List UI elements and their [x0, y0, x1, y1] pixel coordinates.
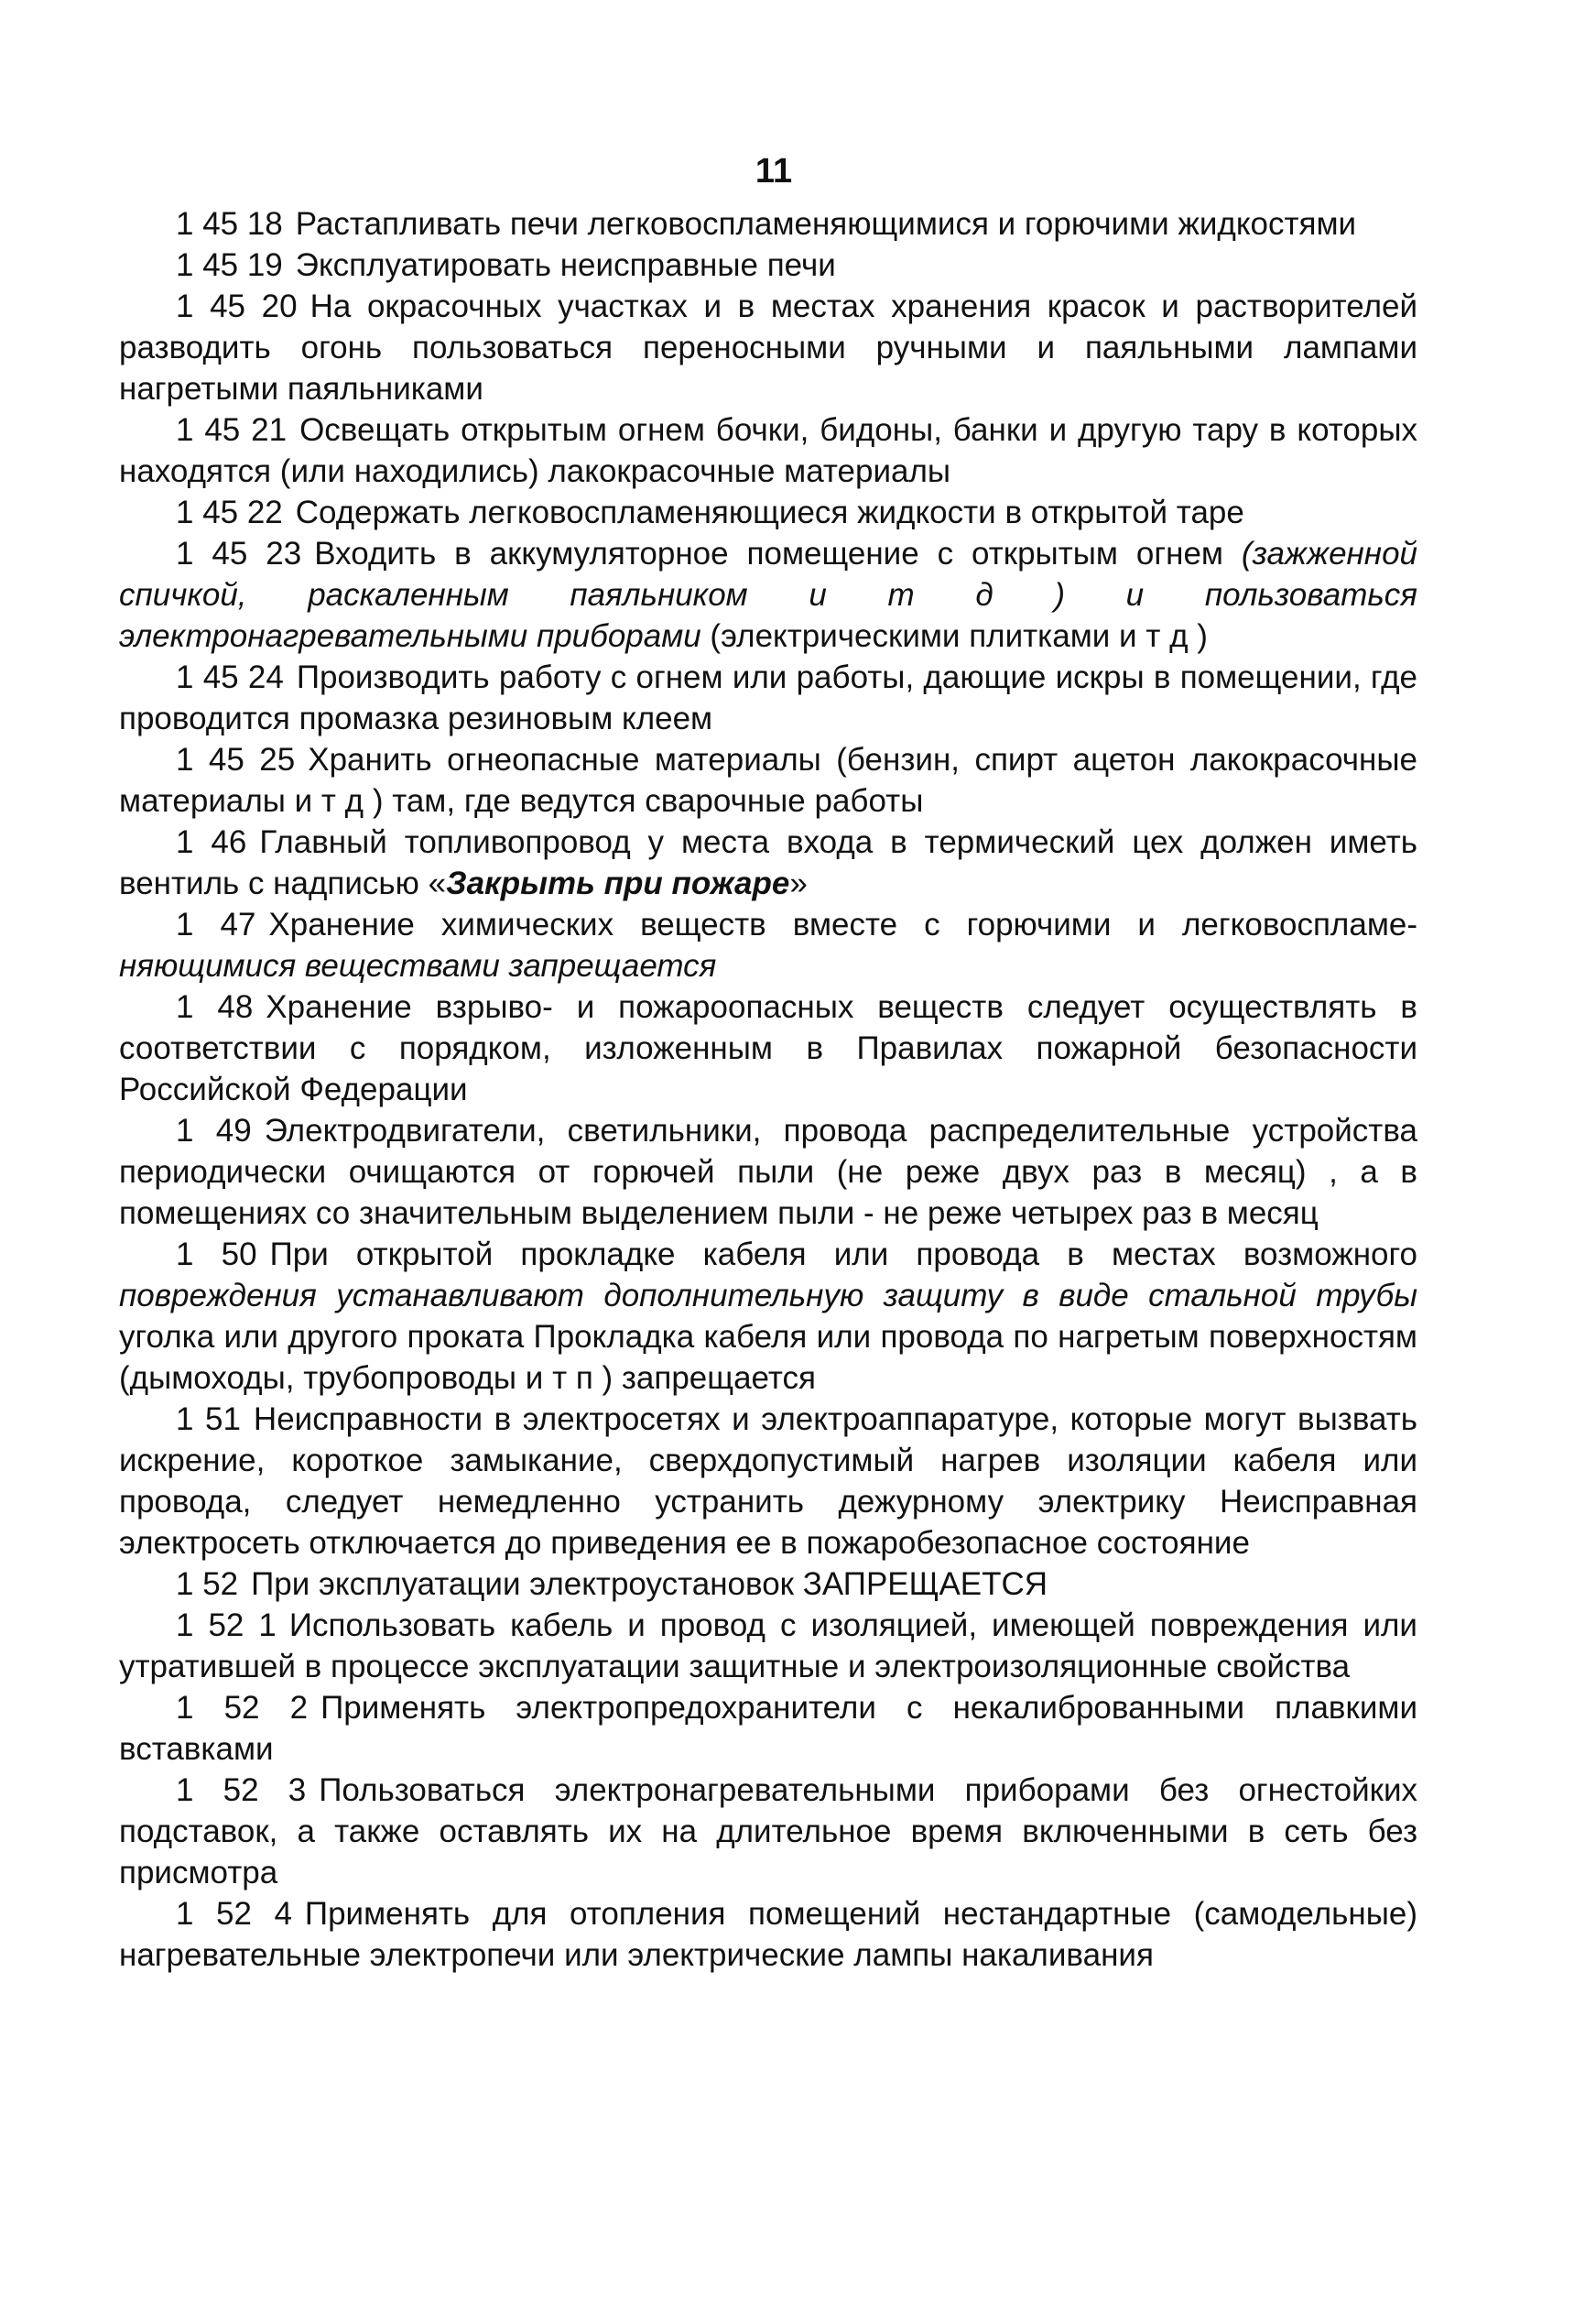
paragraph-1-45-20 [119, 286, 1417, 409]
paragraph-1-45-18 [119, 203, 1417, 245]
page-number: 11 [755, 152, 793, 191]
paragraph-1-45-23 [119, 533, 1417, 657]
clause-text: Главный топливопровод у места входа в термический цех должен иметь вентиль с надписью « [119, 824, 1417, 901]
clause-number: 1 52 [176, 1566, 239, 1602]
paragraph-1-51 [119, 1399, 1417, 1564]
clause-number: 1 52 4 [176, 1896, 292, 1932]
paragraph-1-45-22 [119, 492, 1417, 533]
clause-text: Содержать легковоспламеняющиеся жидкости в открытой таре [295, 495, 1244, 530]
clause-number: 1 46 [176, 824, 247, 860]
paragraph-1-48 [119, 986, 1417, 1110]
paragraph-1-50 [119, 1234, 1417, 1399]
clause-text: При эксплуатации электроустановок ЗАПРЕЩАЕТСЯ [251, 1566, 1048, 1602]
clause-text: Применять электропредохранители с некалиброванными плавкими вставками [119, 1690, 1418, 1767]
clause-number: 1 45 20 [176, 289, 298, 324]
clause-text-italic: (зажженной спичкой, раскаленным паяльником и т д ) и пользоваться электронагревательными приборами [119, 536, 1417, 654]
clause-text: » [789, 866, 808, 901]
clause-text: Пользоваться электронагревательными приборами без огнестойких подставок, а также оставлять их на длительное время включенными в сеть без присмотра [119, 1772, 1417, 1890]
clause-number: 1 45 25 [176, 742, 296, 778]
paragraph-1-52 [119, 1564, 1417, 1605]
clause-number: 1 52 3 [176, 1772, 307, 1808]
clause-text: При открытой прокладке кабеля или провода в местах возможного [269, 1237, 1417, 1272]
clause-text: Входить в аккумуляторное помещение с открытым огнем [314, 536, 1223, 572]
clause-text-italic: повреждения устанавливают дополнительную защиту в виде стальной трубы [119, 1278, 1417, 1313]
clause-text-italic: няющимися веществами запрещается [119, 948, 717, 984]
document-body [119, 203, 1417, 1976]
clause-text: Использовать кабель и провод с изоляцией, имеющей повреждения или утратившей в процессе эксплуатации защитные и электроизоляционные свойства [119, 1607, 1417, 1684]
clause-number: 1 45 21 [176, 412, 288, 448]
clause-text: Растапливать печи легковоспламеняющимися и горючими жидкостями [295, 206, 1357, 242]
paragraph-1-45-21 [119, 409, 1417, 492]
clause-number: 1 49 [176, 1113, 252, 1149]
clause-text: Производить работу с огнем или работы, дающие искры в помещении, где проводится промазка резиновым клеем [119, 659, 1417, 736]
sign-inscription: Закрыть при пожаре [446, 866, 790, 901]
clause-text: Хранение химических веществ вместе с горючими и легковоспламе- [268, 907, 1418, 942]
paragraph-1-45-24 [119, 657, 1417, 739]
clause-text: (электрическими плитками и т д ) [710, 618, 1208, 654]
clause-number: 1 45 24 [176, 659, 284, 695]
clause-text: Хранить огнеопасные материалы (бензин, спирт ацетон лакокрасочные материалы и т д ) там, где ведутся сварочные работы [119, 742, 1417, 819]
paragraph-1-46 [119, 822, 1417, 904]
clause-number: 1 45 18 [176, 206, 283, 242]
paragraph-1-45-25 [119, 739, 1417, 822]
paragraph-1-49 [119, 1110, 1417, 1234]
clause-number: 1 47 [176, 907, 256, 942]
paragraph-1-52-2 [119, 1687, 1417, 1770]
clause-text: Электродвигатели, светильники, провода распределительные устройства периодически очищаются от горючей пыли (не реже двух раз в месяц) , а в помещениях со значительным выделением пыли - не реже четырех раз в месяц [119, 1113, 1417, 1231]
paragraph-1-45-19 [119, 245, 1417, 286]
clause-text: На окрасочных участках и в местах хранения красок и растворителей разводить огонь пользоваться переносными ручными и паяльными лампами нагретыми паяльниками [119, 289, 1418, 407]
clause-number: 1 52 1 [176, 1607, 277, 1643]
paragraph-1-52-3 [119, 1770, 1417, 1893]
clause-number: 1 45 23 [176, 536, 302, 572]
clause-number: 1 51 [176, 1401, 241, 1437]
paragraph-1-52-1 [119, 1605, 1417, 1687]
clause-number: 1 52 2 [176, 1690, 309, 1726]
clause-text: Применять для отопления помещений нестандартные (самодельные) нагревательные электропечи или электрические лампы накаливания [119, 1896, 1417, 1973]
paragraph-1-47 [119, 904, 1417, 986]
clause-text: Освещать открытым огнем бочки, бидоны, банки и другую тару в которых находятся (или находились) лакокрасочные материалы [119, 412, 1417, 489]
clause-number: 1 50 [176, 1237, 257, 1272]
clause-text: Неисправности в электросетях и электроаппаратуре, которые могут вызвать искрение, короткое замыкание, сверхдопустимый нагрев изоляции кабеля или провода, следует немедленно устранить дежурному электрику Неисправная электросеть отключается до приведения ее в пожаробезопасное состояние [119, 1401, 1417, 1561]
clause-text: Эксплуатировать неисправные печи [295, 247, 836, 283]
clause-number: 1 45 19 [176, 247, 283, 283]
clause-text: Хранение взрыво- и пожароопасных веществ следует осуществлять в соответствии с порядком, изложенным в Правилах пожарной безопасности Российской Федерации [119, 989, 1417, 1107]
clause-number: 1 48 [176, 989, 254, 1025]
clause-text: уголка или другого проката Прокладка кабеля или провода по нагретым поверхностям (дымоходы, трубопроводы и т п ) запрещается [119, 1319, 1417, 1396]
paragraph-1-52-4 [119, 1893, 1417, 1976]
clause-number: 1 45 22 [176, 495, 283, 530]
